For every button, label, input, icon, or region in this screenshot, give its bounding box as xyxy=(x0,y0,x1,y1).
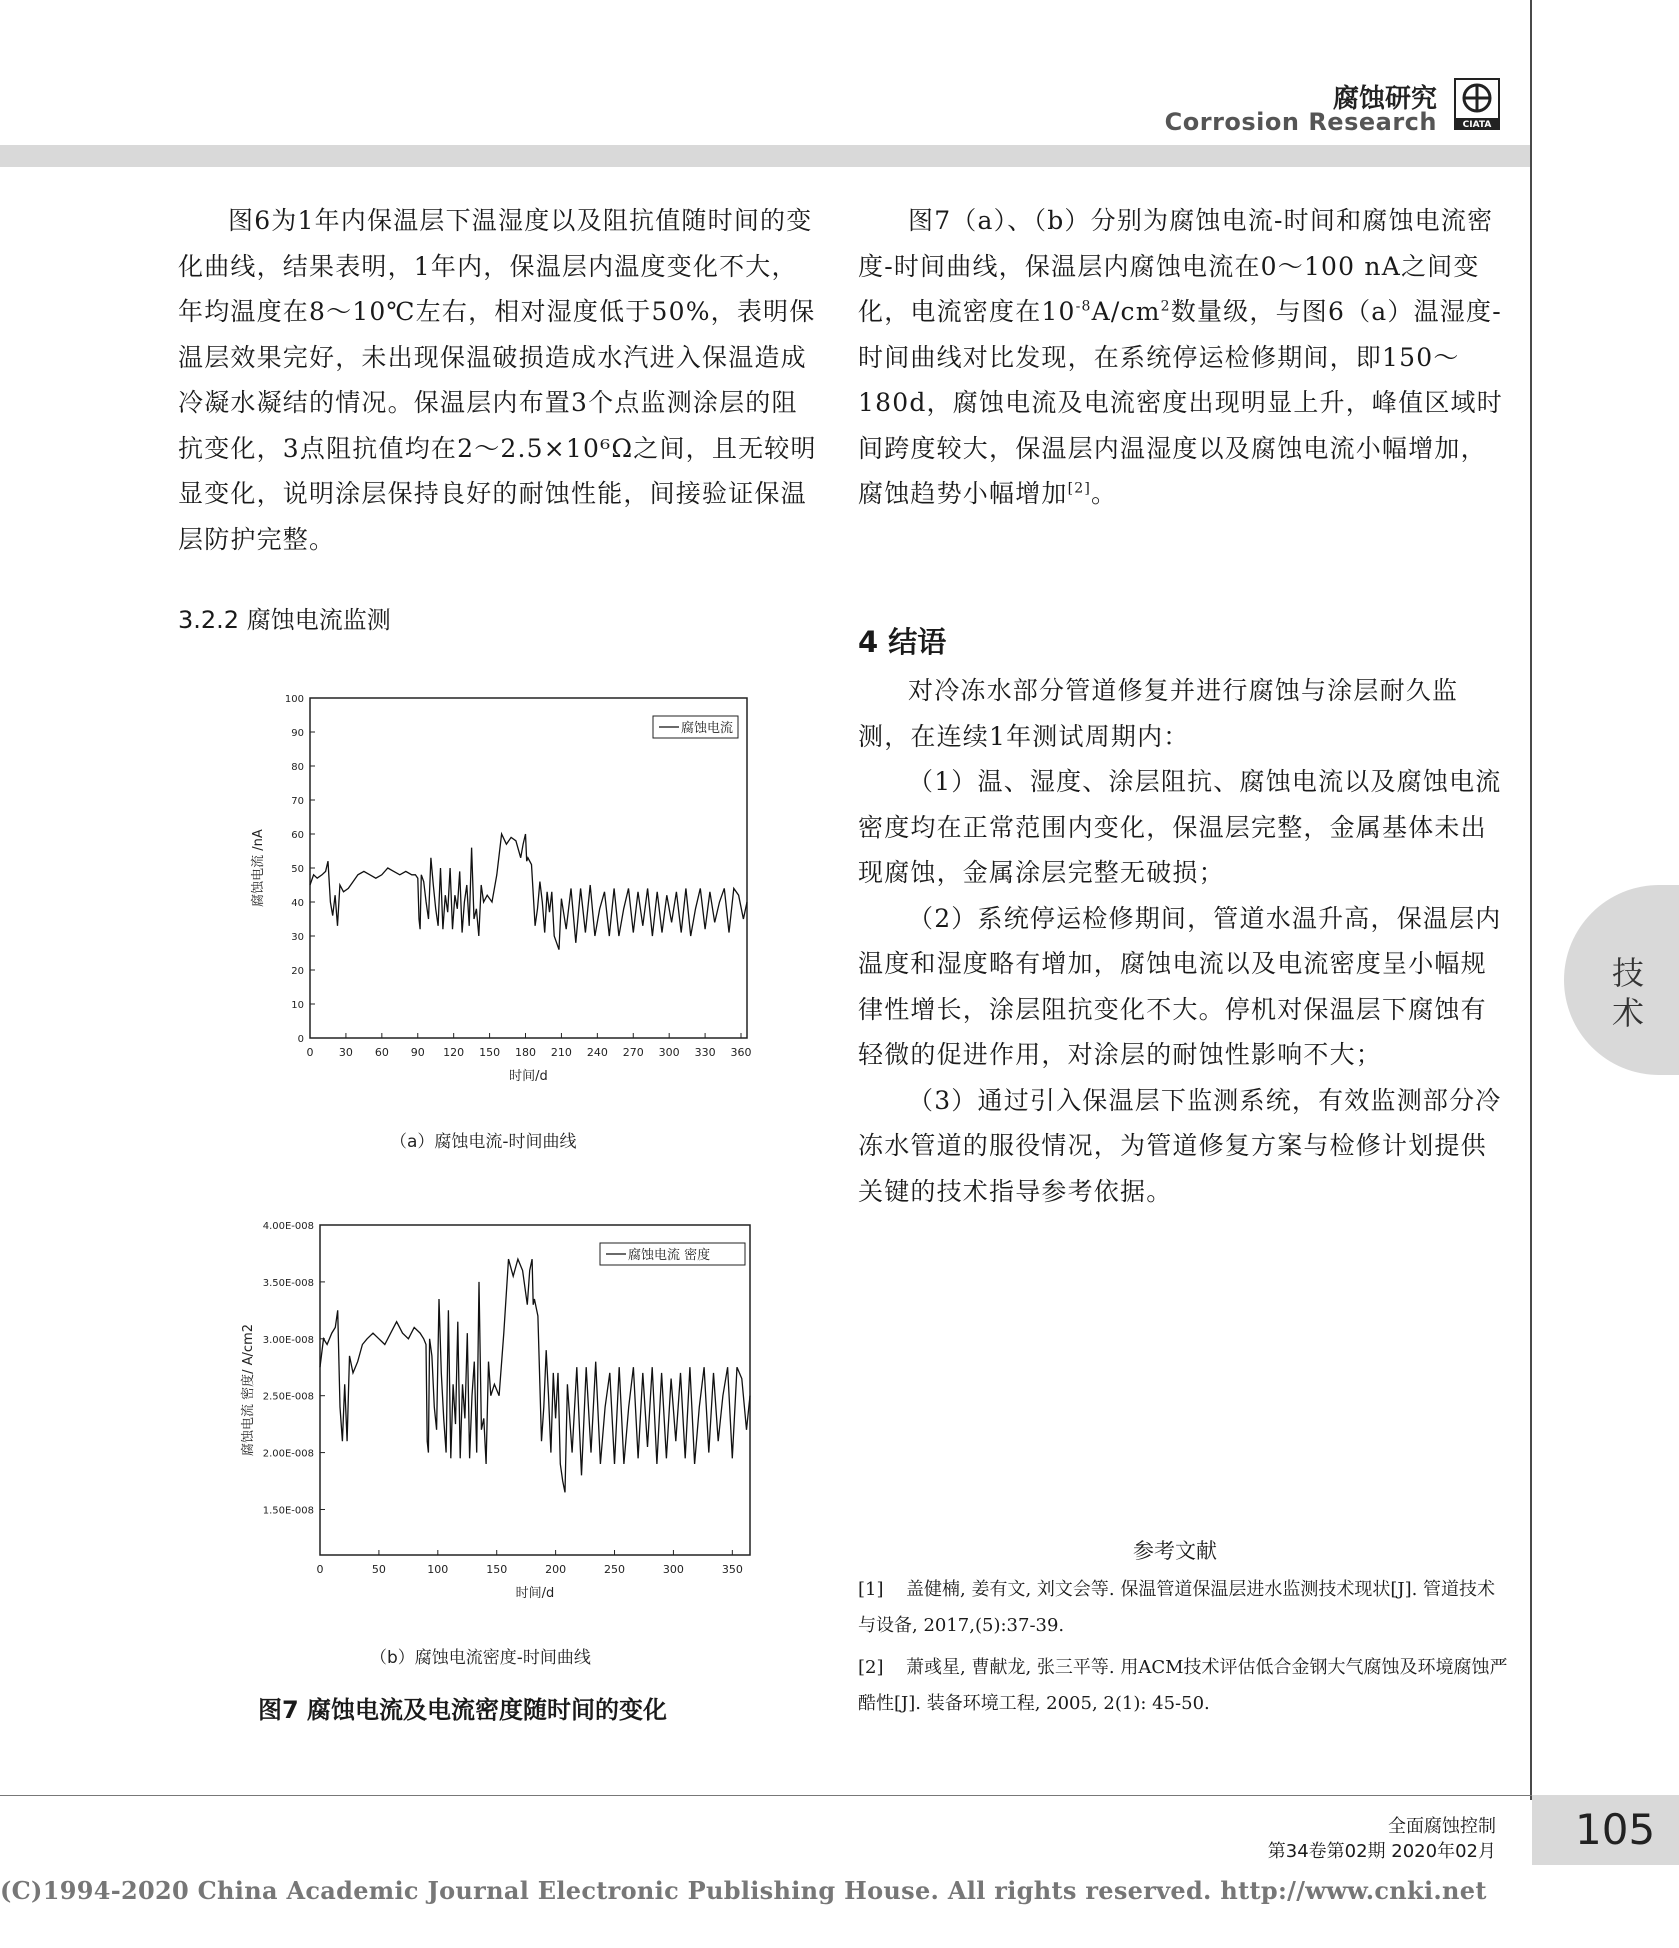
x-tick-label: 0 xyxy=(316,1563,324,1576)
x-tick-label: 300 xyxy=(658,1046,680,1059)
citation-2: [2] xyxy=(1067,480,1092,497)
y-axis-label: 腐蚀电流 /nA xyxy=(251,829,266,907)
x-tick-label: 350 xyxy=(721,1563,743,1576)
reference-2-number: [2] xyxy=(858,1657,884,1678)
conclusion-item-3: （3）通过引入保温层下监测系统，有效监测部分冷冻水管道的服役情况，为管道修复方案与检修计划提供关键的技术指导参考依据。 xyxy=(858,1085,1502,1206)
x-tick-label: 200 xyxy=(545,1563,567,1576)
right-para-end: 。 xyxy=(1091,479,1118,508)
y-tick-label: 30 xyxy=(291,932,304,943)
x-tick-label: 330 xyxy=(694,1046,716,1059)
y-axis-label: 腐蚀电流 密度/ A/cm2 xyxy=(241,1324,256,1456)
left-paragraph-text: 图6为1年内保温层下温湿度以及阻抗值随时间的变化曲线，结果表明，1年内，保温层内温度变化不大，年均温度在8～10℃左右，相对湿度低于50%，表明保温层效果完好，未出现保温破损造成水汽进入保温造成冷凝水凝结的情况。保温层内布置3个点监测涂层的阻抗变化，3点阻抗值均在2～2.5×10⁶Ω之间，且无较明显变化，说明涂层保持良好的耐蚀性能，间接验证保温层防护完整。 xyxy=(178,206,817,554)
left-paragraph xyxy=(178,198,823,562)
x-tick-label: 250 xyxy=(604,1563,626,1576)
reference-2 xyxy=(858,1650,1508,1722)
y-tick-label: 2.50E-008 xyxy=(262,1391,314,1403)
page-number: 105 xyxy=(1575,1805,1656,1854)
footer-journal: 全面腐蚀控制 xyxy=(1388,1816,1496,1837)
chart-current-density xyxy=(225,1215,760,1615)
side-tab-char-2: 术 xyxy=(1612,994,1645,1032)
legend-label: 腐蚀电流 密度 xyxy=(628,1248,711,1263)
y-tick-label: 50 xyxy=(291,864,304,875)
x-tick-label: 150 xyxy=(486,1563,508,1576)
y-tick-label: 100 xyxy=(284,694,304,705)
conclusion-intro: 对冷冻水部分管道修复并进行腐蚀与涂层耐久监测，在连续1年测试周期内： xyxy=(858,676,1459,751)
y-tick-label: 0 xyxy=(297,1034,304,1045)
section-heading-4: 4 结语 xyxy=(858,625,947,659)
x-tick-label: 0 xyxy=(306,1046,314,1059)
right-para-part-c: 数量级，与图6（a）温湿度-时间曲线对比发现，在系统停运检修期间，即150～180d，腐蚀电流及电流密度出现明显上升，峰值区域时间跨度较大，保温层内温湿度以及腐蚀电流小幅增加，腐蚀趋势小幅增加 xyxy=(858,297,1503,508)
x-tick-label: 100 xyxy=(427,1563,449,1576)
figure-7-title: 图7 腐蚀电流及电流密度随时间的变化 xyxy=(258,1696,668,1724)
reference-2-text: 萧彧星, 曹献龙, 张三平等. 用ACM技术评估低合金钢大气腐蚀及环境腐蚀严酷性[J]. 装备环境工程, 2005, 2(1): 45-50. xyxy=(858,1657,1508,1714)
legend-label: 腐蚀电流 xyxy=(681,721,734,736)
journal-title-cn: 腐蚀研究 xyxy=(1332,84,1437,114)
x-tick-label: 50 xyxy=(371,1563,386,1576)
y-tick-label: 4.00E-008 xyxy=(262,1221,314,1232)
series-line xyxy=(320,1259,750,1492)
series-line xyxy=(310,834,747,950)
plot-frame xyxy=(320,1225,750,1555)
conclusion-block xyxy=(858,668,1508,1214)
chart-corrosion-current xyxy=(230,688,760,1098)
right-paragraph-text xyxy=(858,198,1506,517)
reference-1-number: [1] xyxy=(858,1579,884,1600)
y-tick-label: 80 xyxy=(291,762,304,773)
x-tick-label: 30 xyxy=(338,1046,353,1059)
x-tick-label: 120 xyxy=(443,1046,465,1059)
side-tab-char-1: 技 xyxy=(1612,954,1645,992)
y-tick-label: 10 xyxy=(291,1000,304,1011)
references-title: 参考文献 xyxy=(1133,1539,1217,1563)
y-tick-label: 90 xyxy=(291,728,304,739)
x-axis-label: 时间/d xyxy=(515,1586,555,1601)
y-tick-label: 1.50E-008 xyxy=(262,1505,314,1517)
x-tick-label: 60 xyxy=(374,1046,389,1059)
journal-logo-icon xyxy=(1454,78,1500,130)
conclusion-item-2: （2）系统停运检修期间，管道水温升高，保温层内温度和湿度略有增加，腐蚀电流以及电流密度呈小幅规律性增长，涂层阻抗变化不大。停机对保温层下腐蚀有轻微的促进作用，对涂层的耐蚀性影响不大； xyxy=(858,903,1502,1069)
journal-title-en: Corrosion Research xyxy=(1164,108,1437,136)
copyright-notice: (C)1994-2020 China Academic Journal Electronic Publishing House. All rights reserved. http://www.cnki.net xyxy=(0,1876,1487,1905)
reference-1-text: 盖健楠, 姜有文, 刘文会等. 保温管道保温层进水监测技术现状[J]. 管道技术与设备, 2017,(5):37-39. xyxy=(858,1579,1496,1636)
footer-rule xyxy=(0,1795,1679,1796)
section-heading-3-2-2: 3.2.2 腐蚀电流监测 xyxy=(178,606,391,634)
right-paragraph xyxy=(858,198,1506,517)
margin-rule xyxy=(1530,0,1532,1800)
conclusion-item-1: （1）温、湿度、涂层阻抗、腐蚀电流以及腐蚀电流密度均在正常范围内变化，保温层完整，金属基体未出现腐蚀，金属涂层完整无破损； xyxy=(858,767,1502,887)
superscript-exp: -8 xyxy=(1075,298,1092,315)
x-tick-label: 180 xyxy=(515,1046,537,1059)
right-para-part-a: 图7（a）、（b）分别为腐蚀电流-时间和腐蚀电流密度-时间曲线，保温层内腐蚀电流在0～100 nA之间变化，电流密度在10 xyxy=(858,206,1494,326)
x-tick-label: 270 xyxy=(622,1046,644,1059)
x-tick-label: 210 xyxy=(550,1046,572,1059)
y-tick-label: 70 xyxy=(291,796,304,807)
y-tick-label: 3.50E-008 xyxy=(262,1277,314,1289)
y-tick-label: 60 xyxy=(291,830,304,841)
caption-a: （a）腐蚀电流-时间曲线 xyxy=(390,1132,577,1152)
y-tick-label: 20 xyxy=(291,966,304,977)
x-tick-label: 240 xyxy=(586,1046,608,1059)
x-axis-label: 时间/d xyxy=(509,1069,548,1084)
x-tick-label: 150 xyxy=(479,1046,501,1059)
x-tick-label: 90 xyxy=(410,1046,425,1059)
header-band xyxy=(0,145,1532,167)
y-tick-label: 40 xyxy=(291,898,304,909)
footer-issue: 第34卷第02期 2020年02月 xyxy=(1267,1841,1496,1862)
superscript-sq: 2 xyxy=(1160,298,1171,315)
y-tick-label: 2.00E-008 xyxy=(262,1448,314,1460)
reference-1 xyxy=(858,1572,1508,1644)
right-para-part-b: A/cm xyxy=(1091,297,1161,326)
logo-text: CIATA xyxy=(1462,120,1492,130)
x-tick-label: 300 xyxy=(662,1563,684,1576)
x-tick-label: 360 xyxy=(730,1046,752,1059)
y-tick-label: 3.00E-008 xyxy=(262,1334,314,1346)
caption-b: （b）腐蚀电流密度-时间曲线 xyxy=(370,1648,591,1668)
plot-frame xyxy=(310,698,747,1038)
